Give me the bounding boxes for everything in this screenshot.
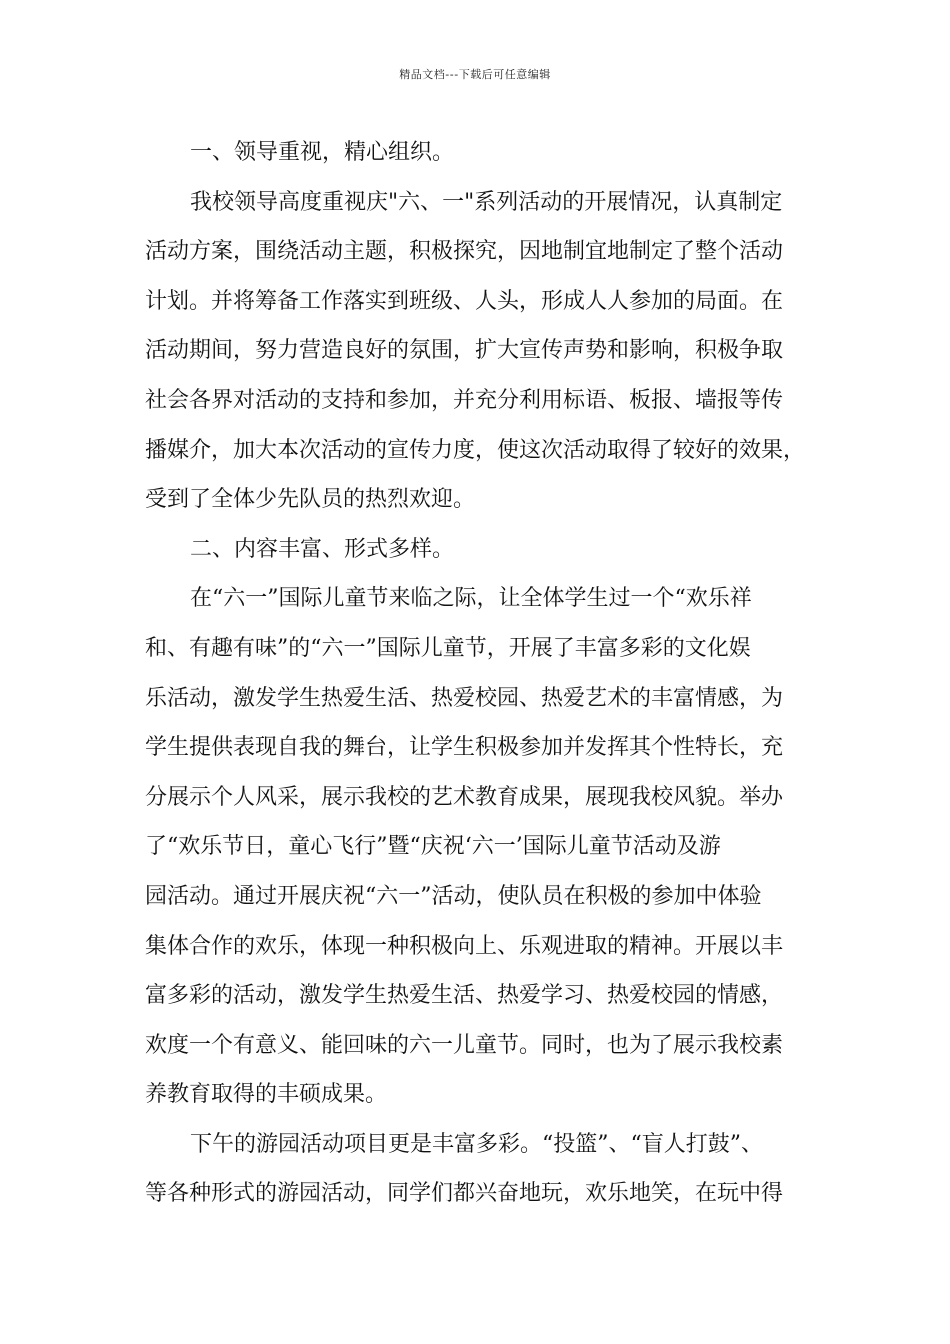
paragraph-line: 欢度一个有意义、能回味的六一儿童节。同时，也为了展示我校素 <box>145 1032 784 1058</box>
paragraph-line: 养教育取得的丰硕成果。 <box>145 1082 388 1108</box>
paragraph-line: 和、有趣有味”的“六一”国际儿童节，开展了丰富多彩的文化娱 <box>145 635 751 661</box>
paragraph-line: 在“六一”国际儿童节来临之际，让全体学生过一个“欢乐祥 <box>190 586 752 612</box>
paragraph-line: 社会各界对活动的支持和参加，并充分利用标语、板报、墙报等传 <box>145 387 784 413</box>
paragraph-line: 下午的游园活动项目更是丰富多彩。“投篮”、“盲人打鼓”、 <box>190 1131 763 1157</box>
paragraph-line: 播媒介，加大本次活动的宣传力度，使这次活动取得了较好的效果， <box>145 437 806 463</box>
paragraph-line: 乐活动，激发学生热爱生活、热爱校园、热爱艺术的丰富情感，为 <box>145 685 784 711</box>
paragraph-line: 活动期间，努力营造良好的氛围，扩大宣传声势和影响，积极争取 <box>145 338 784 364</box>
paragraph-line: 园活动。通过开展庆祝“六一”活动，使队员在积极的参加中体验 <box>145 883 762 909</box>
paragraph-line: 等各种形式的游园活动，同学们都兴奋地玩，欢乐地笑，在玩中得 <box>145 1181 784 1207</box>
paragraph-line: 活动方案，围绕活动主题，积极探究，因地制宜地制定了整个活动 <box>145 239 784 265</box>
paragraph-line: 学生提供表现自我的舞台，让学生积极参加并发挥其个性特长，充 <box>145 735 784 761</box>
section-heading-2: 二、内容丰富、形式多样。 <box>190 536 455 562</box>
paragraph-line: 计划。并将筹备工作落实到班级、人头，形成人人参加的局面。在 <box>145 288 784 314</box>
paragraph-line: 富多彩的活动，激发学生热爱生活、热爱学习、热爱校园的情感， <box>145 983 784 1009</box>
section-heading-1: 一、领导重视，精心组织。 <box>190 140 455 165</box>
paragraph-line: 集体合作的欢乐，体现一种积极向上、乐观进取的精神。开展以丰 <box>145 933 784 959</box>
document-body <box>145 128 825 1219</box>
page-header: 精品文档---下载后可任意编辑 <box>399 68 551 81</box>
paragraph-line: 我校领导高度重视庆"六、一"系列活动的开展情况，认真制定 <box>190 189 783 215</box>
paragraph-line: 分展示个人风采，展示我校的艺术教育成果，展现我校风貌。举办 <box>145 784 784 810</box>
paragraph-line: 了“欢乐节日，童心飞行”暨“庆祝‘六一’国际儿童节活动及游 <box>145 834 721 860</box>
paragraph-line: 受到了全体少先队员的热烈欢迎。 <box>145 487 476 513</box>
